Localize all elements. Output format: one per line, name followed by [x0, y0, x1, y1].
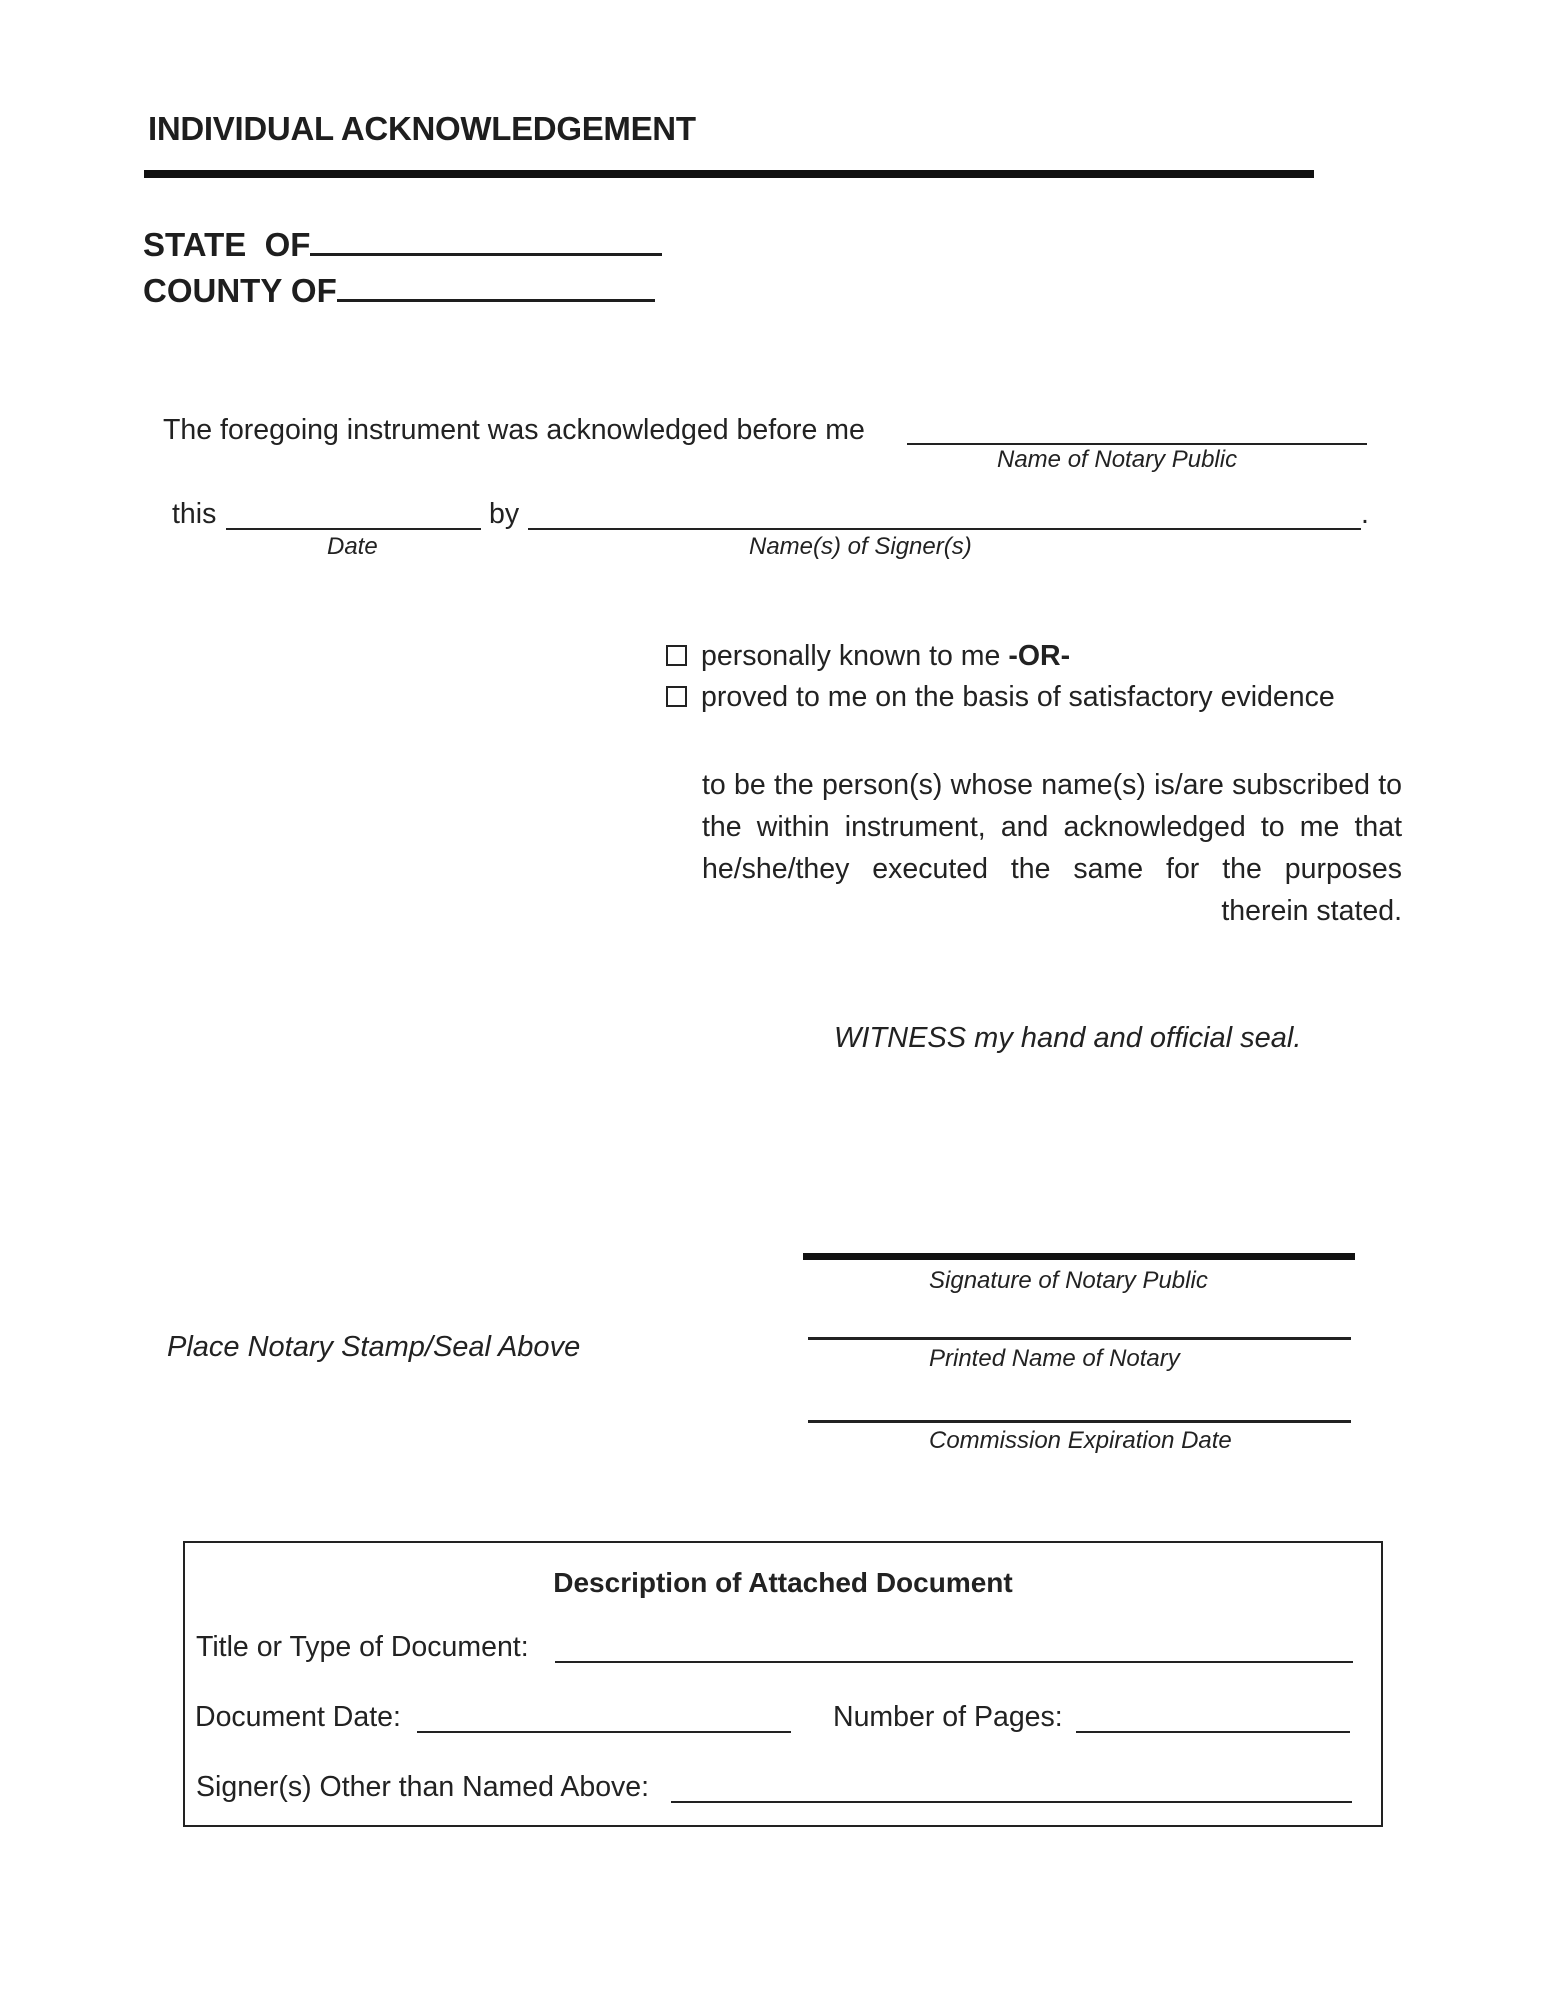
number-of-pages-label: Number of Pages: — [833, 1701, 1063, 1733]
commission-caption: Commission Expiration Date — [929, 1427, 1232, 1454]
satisfactory-evidence-checkbox[interactable] — [666, 686, 687, 707]
page-title: INDIVIDUAL ACKNOWLEDGEMENT — [148, 110, 696, 147]
state-of-row — [143, 226, 662, 264]
date-blank[interactable] — [226, 528, 481, 530]
notary-name-caption: Name of Notary Public — [997, 446, 1238, 473]
printed-name-line[interactable] — [808, 1337, 1351, 1340]
this-word: this — [172, 498, 217, 530]
personally-known-label: personally known to me — [701, 640, 1001, 672]
state-of-blank[interactable] — [310, 252, 662, 256]
by-word: by — [489, 498, 520, 530]
date-caption: Date — [327, 533, 378, 560]
notary-stamp-placeholder: Place Notary Stamp/Seal Above — [167, 1331, 581, 1363]
county-of-row — [143, 272, 655, 310]
attached-document-box — [183, 1541, 1383, 1827]
attached-document-heading: Description of Attached Document — [553, 1567, 1013, 1598]
title-divider — [144, 170, 1314, 178]
acknowledged-before-text: The foregoing instrument was acknowledged before me — [163, 414, 865, 446]
notary-signature-line[interactable] — [803, 1253, 1355, 1260]
document-title-blank[interactable] — [555, 1661, 1353, 1663]
other-signers-label: Signer(s) Other than Named Above: — [196, 1771, 650, 1803]
number-of-pages-blank[interactable] — [1076, 1731, 1350, 1733]
signature-caption: Signature of Notary Public — [929, 1267, 1208, 1294]
county-of-blank[interactable] — [337, 298, 655, 302]
document-date-blank[interactable] — [417, 1731, 791, 1733]
state-of-label: STATE OF — [143, 226, 311, 263]
county-of-label: COUNTY OF — [143, 272, 337, 309]
satisfactory-evidence-label: proved to me on the basis of satisfactory evidence — [701, 681, 1335, 713]
document-title-label: Title or Type of Document: — [196, 1631, 529, 1663]
signer-caption: Name(s) of Signer(s) — [749, 533, 972, 560]
option-satisfactory-evidence — [666, 681, 1335, 714]
or-separator: -OR- — [1008, 640, 1071, 672]
commission-date-line[interactable] — [808, 1420, 1351, 1423]
option-personally-known — [666, 640, 1070, 673]
line-period: . — [1361, 498, 1369, 530]
document-date-label: Document Date: — [195, 1701, 401, 1733]
personally-known-checkbox[interactable] — [666, 645, 687, 666]
acknowledgment-paragraph: to be the person(s) whose name(s) is/are subscribed to the within instrument, and acknowledged to me that he/she/they executed the same for the purposes therein stated. — [702, 769, 1402, 927]
witness-statement: WITNESS my hand and official seal. — [834, 1022, 1302, 1054]
signer-name-blank[interactable] — [528, 528, 1361, 530]
notary-name-blank[interactable] — [907, 443, 1367, 445]
printed-name-caption: Printed Name of Notary — [929, 1345, 1180, 1372]
other-signers-blank[interactable] — [671, 1801, 1352, 1803]
